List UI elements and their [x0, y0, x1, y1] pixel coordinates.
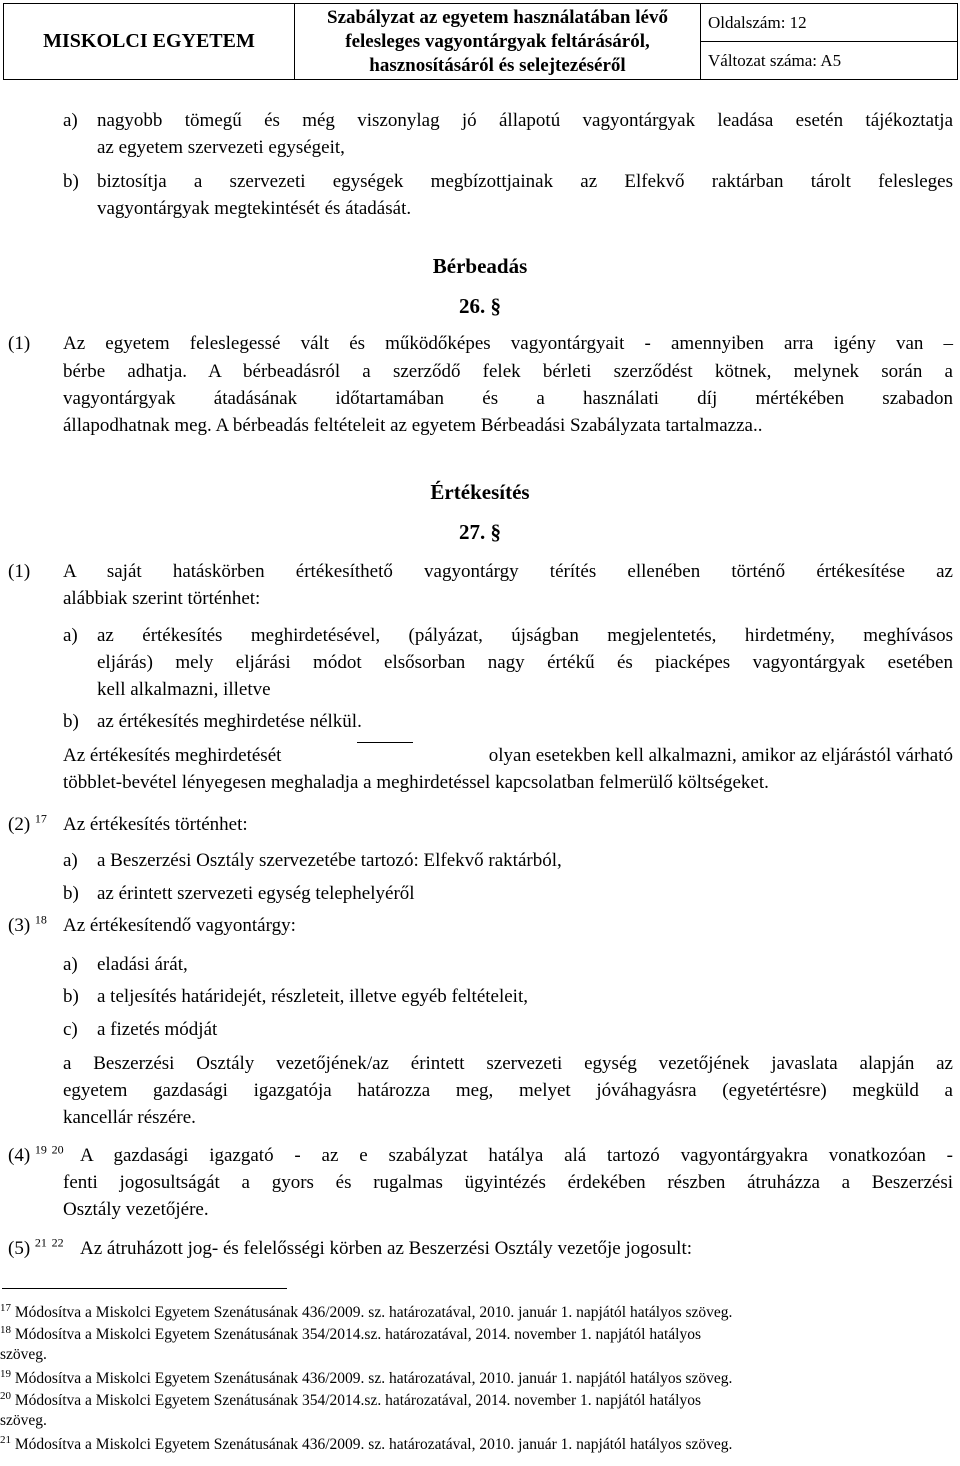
footnote-continuation: szöveg.: [0, 1412, 47, 1429]
list-item-text: az érintett szervezeti egység telephelyéről: [97, 883, 415, 904]
footnote: [0, 1435, 732, 1455]
list-item-text: kell alkalmazni, illetve: [97, 679, 271, 700]
footnote: [0, 1325, 701, 1345]
list-item-text: vagyontárgyak megtekintését és átadását.: [97, 198, 412, 219]
paragraph-marker: (1): [8, 561, 31, 582]
paragraph-text: kancellár részére.: [63, 1107, 196, 1128]
paragraph-marker: (1): [8, 333, 31, 354]
footnote-text: Módosítva a Miskolci Egyetem Szenátusának 436/2009. sz. határozatával, 2010. január 1. napjától hatályos szöveg.: [14, 1304, 733, 1321]
paragraph-marker-text: (4): [8, 1145, 31, 1166]
section-heading: Értékesítés: [430, 480, 530, 504]
paragraph-marker: [8, 811, 47, 838]
footnote-text: Módosítva a Miskolci Egyetem Szenátusának 436/2009. sz. határozatával, 2010. január 1. napjától hatályos szöveg.: [14, 1370, 733, 1387]
list-item-text: nagyobb tömegű és még viszonylag jó állapotú vagyontárgyak leadása esetén tájékoztatja: [97, 110, 953, 131]
list-marker: a): [63, 110, 78, 131]
section-heading: Bérbeadás: [432, 254, 528, 278]
section-number: 27. §: [459, 520, 501, 544]
footnote-number: 19: [0, 1367, 11, 1380]
footnote-number: 18: [0, 1323, 11, 1336]
footnote-text: Módosítva a Miskolci Egyetem Szenátusának 354/2014.sz. határozatával, 2014. november 1. napjától hatályos: [14, 1392, 702, 1409]
page-number: Oldalszám: 12: [701, 4, 958, 42]
footnote-ref: 19: [34, 1142, 47, 1157]
list-marker: a): [63, 625, 78, 646]
paragraph-text: többlet-bevétel lényegesen meghaladja a meghirdetéssel kapcsolatban felmerülő költségeket.: [63, 772, 769, 793]
regulation-title-line: Szabályzat az egyetem használatában lévő: [327, 6, 668, 28]
footnote: [0, 1303, 732, 1323]
footnote-number: 21: [0, 1433, 11, 1446]
footnote: [0, 1391, 701, 1411]
footnote-ref: 17: [34, 811, 47, 826]
list-marker: a): [63, 954, 78, 975]
paragraph-text-part: Az értékesítés meghirdetését: [63, 745, 282, 766]
footnote-text: Módosítva a Miskolci Egyetem Szenátusának 436/2009. sz. határozatával, 2010. január 1. napjától hatályos szöveg.: [14, 1436, 733, 1453]
paragraph-text: alábbiak szerint történhet:: [63, 588, 261, 609]
list-marker: b): [63, 711, 79, 732]
footnote-ref: 20: [51, 1142, 64, 1157]
list-item-text: eljárás) mely eljárási módot elsősorban nagy értékű és piacképes vagyontárgyak esetében: [97, 652, 953, 673]
paragraph-text: [63, 742, 953, 769]
list-marker: a): [63, 850, 78, 871]
version-number: Változat száma: A5: [701, 42, 958, 80]
footnote-text: Módosítva a Miskolci Egyetem Szenátusának 354/2014.sz. határozatával, 2014. november 1. napjától hatályos: [14, 1326, 702, 1343]
list-item-text: eladási árát,: [97, 954, 188, 975]
list-marker: b): [63, 883, 79, 904]
list-item-text: az egyetem szervezeti egységeit,: [97, 137, 345, 158]
list-item-text: a fizetés módját: [97, 1019, 218, 1040]
regulation-title-line: hasznosításáról és selejtezéséről: [369, 54, 626, 76]
regulation-title: [295, 4, 701, 80]
paragraph-marker: [8, 1142, 64, 1169]
footnote-ref: 18: [34, 912, 47, 927]
paragraph-text: Az értékesítendő vagyontárgy:: [63, 915, 296, 936]
paragraph-marker-text: (5): [8, 1238, 31, 1259]
footnote-ref: 22: [51, 1235, 64, 1250]
paragraph-text: a Beszerzési Osztály vezetőjének/az érintett szervezeti egység vezetőjének javaslata alapján az: [63, 1053, 953, 1074]
paragraph-marker: [8, 912, 47, 939]
paragraph-text: Osztály vezetőjére.: [63, 1199, 209, 1220]
paragraph-text: egyetem gazdasági igazgatója határozza meg, melyet jóváhagyásra (egyetértésre) megküld a: [63, 1080, 953, 1101]
list-item-text: biztosítja a szervezeti egységek megbízottjainak az Elfekvő raktárban tárolt felesleges: [97, 171, 953, 192]
footnote-separator: [2, 1288, 287, 1289]
organization-name: MISKOLCI EGYETEM: [4, 4, 295, 80]
paragraph-text: A saját hatáskörben értékesíthető vagyontárgy térítés ellenében történő értékesítése az: [63, 561, 953, 582]
paragraph-text: Az értékesítés történhet:: [63, 814, 248, 835]
footnote-number: 17: [0, 1301, 11, 1314]
paragraph-marker: [8, 1235, 64, 1262]
paragraph-text: A gazdasági igazgató - az e szabályzat hatálya alá tartozó vagyontárgyakra vonatkozóan -: [80, 1145, 953, 1166]
list-item-text: a teljesítés határidejét, részleteit, illetve egyéb feltételeit,: [97, 986, 528, 1007]
paragraph-text: vagyontárgyak átadásának időtartamában és a használati díj mértékében szabadon: [63, 388, 953, 409]
footnote-number: 20: [0, 1389, 11, 1402]
list-item-text: az értékesítés meghirdetése nélkül.: [97, 711, 362, 732]
em-dash: [357, 742, 413, 769]
footnote-ref: 21: [34, 1235, 47, 1250]
list-marker: b): [63, 986, 79, 1007]
list-marker: c): [63, 1019, 78, 1040]
paragraph-text: Az átruházott jog- és felelősségi körben az Beszerzési Osztály vezetője jogosult:: [80, 1238, 692, 1259]
paragraph-marker-text: (3): [8, 915, 31, 936]
regulation-title-line: felesleges vagyontárgyak feltárásáról,: [345, 30, 650, 52]
footnote-continuation: szöveg.: [0, 1346, 47, 1363]
list-marker: b): [63, 171, 79, 192]
paragraph-marker-text: (2): [8, 814, 31, 835]
document-header: [3, 3, 958, 80]
paragraph-text: Az egyetem feleslegessé vált és működőképes vagyontárgyait - amennyiben arra igény van –: [63, 333, 953, 354]
paragraph-text: fenti jogosultságát a gyors és rugalmas ügyintézés érdekében részben átruházza a Beszerzési: [63, 1172, 953, 1193]
list-item-text: az értékesítés meghirdetésével, (pályázat, újságban megjelentetés, hirdetmény, meghívásos: [97, 625, 953, 646]
paragraph-text-part: olyan esetekben kell alkalmazni, amikor az eljárástól várható: [488, 745, 953, 766]
paragraph-text: bérbe adhatja. A bérbeadásról a szerződő felek bérleti szerződést kötnek, melynek során a: [63, 361, 953, 382]
paragraph-text: állapodhatnak meg. A bérbeadás feltételeit az egyetem Bérbeadási Szabályzata tartalmazza..: [63, 415, 763, 436]
section-number: 26. §: [459, 294, 501, 318]
footnote: [0, 1369, 732, 1389]
list-item-text: a Beszerzési Osztály szervezetébe tartozó: Elfekvő raktárból,: [97, 850, 562, 871]
